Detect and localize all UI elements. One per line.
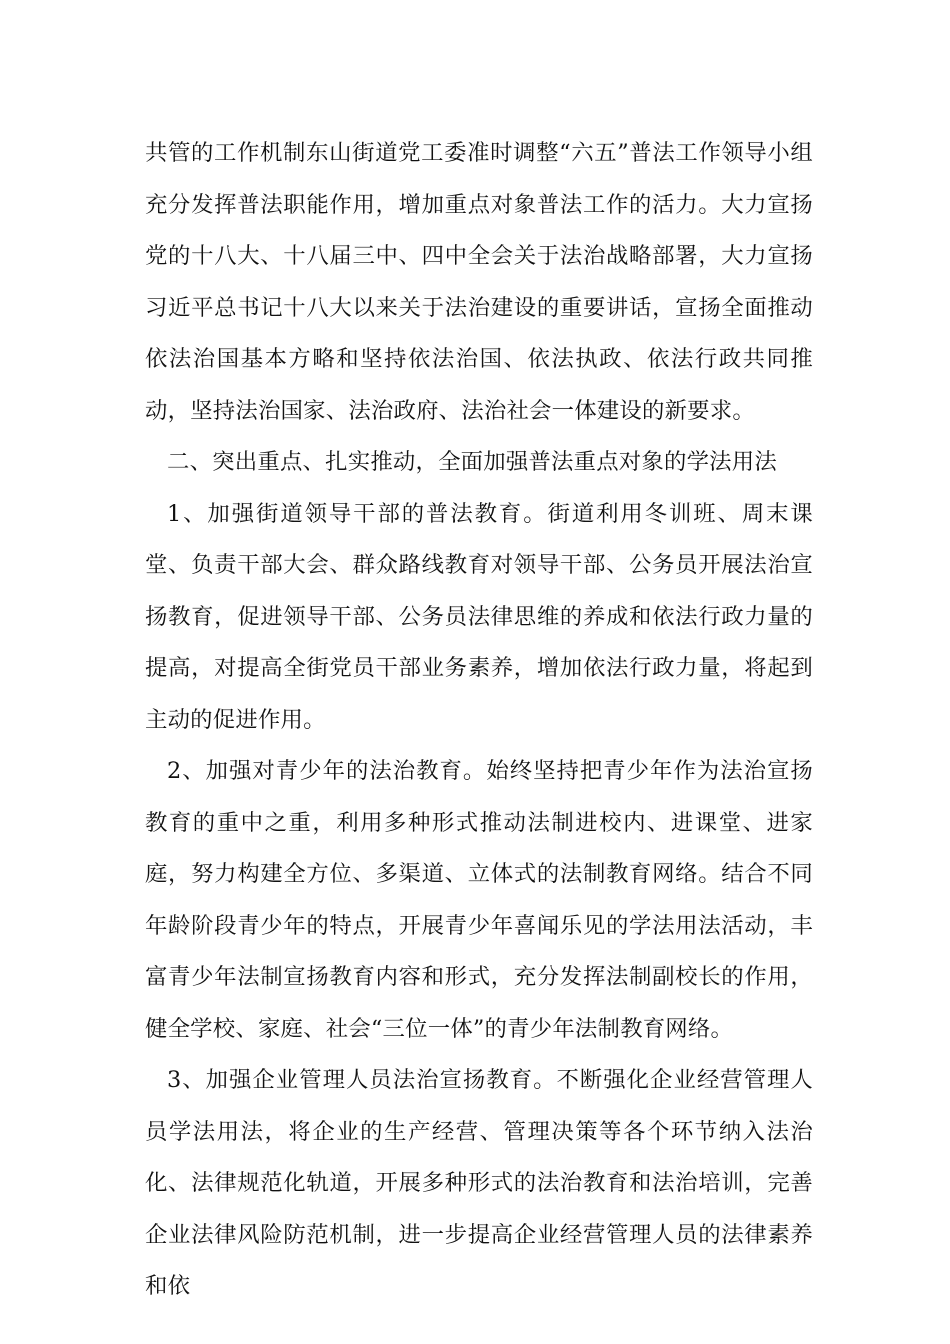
paragraph-continuation: 共管的工作机制东山街道党工委准时调整“六五”普法工作领导小组充分发挥普法职能作用，增加重点对象普法工作的活力。大力宣扬党的十八大、十八届三中、四中全会关于法治战略部署，大力宣扬习近平总书记十八大以来关于法治建设的重要讲话，宣扬全面推动依法治国基本方略和坚持依法治国、依法执政、依法行政共同推动，坚持法治国家、法治政府、法治社会一体建设的新要求。	[145, 140, 813, 424]
document-body	[145, 128, 813, 1313]
paragraph-item-2: 2、加强对青少年的法治教育。始终坚持把青少年作为法治宣扬教育的重中之重，利用多种形式推动法制进校内、进课堂、进家庭，努力构建全方位、多渠道、立体式的法制教育网络。结合不同年龄阶段青少年的特点，开展青少年喜闻乐见的学法用法活动，丰富青少年法制宣扬教育内容和形式，充分发挥法制副校长的作用，健全学校、家庭、社会“三位一体”的青少年法制教育网络。	[145, 758, 813, 1042]
section-heading: 二、突出重点、扎实推动，全面加强普法重点对象的学法用法	[167, 449, 777, 475]
paragraph-item-3: 3、加强企业管理人员法治宣扬教育。不断强化企业经营管理人员学法用法，将企业的生产经营、管理决策等各个环节纳入法治化、法律规范化轨道，开展多种形式的法治教育和法治培训，完善企业法律风险防范机制，进一步提高企业经营管理人员的法律素养和依	[145, 1067, 813, 1299]
paragraph-item-1: 1、加强街道领导干部的普法教育。街道利用冬训班、周末课堂、负责干部大会、群众路线教育对领导干部、公务员开展法治宣扬教育，促进领导干部、公务员法律思维的养成和依法行政力量的提高，对提高全街党员干部业务素养，增加依法行政力量，将起到主动的促进作用。	[145, 500, 813, 733]
